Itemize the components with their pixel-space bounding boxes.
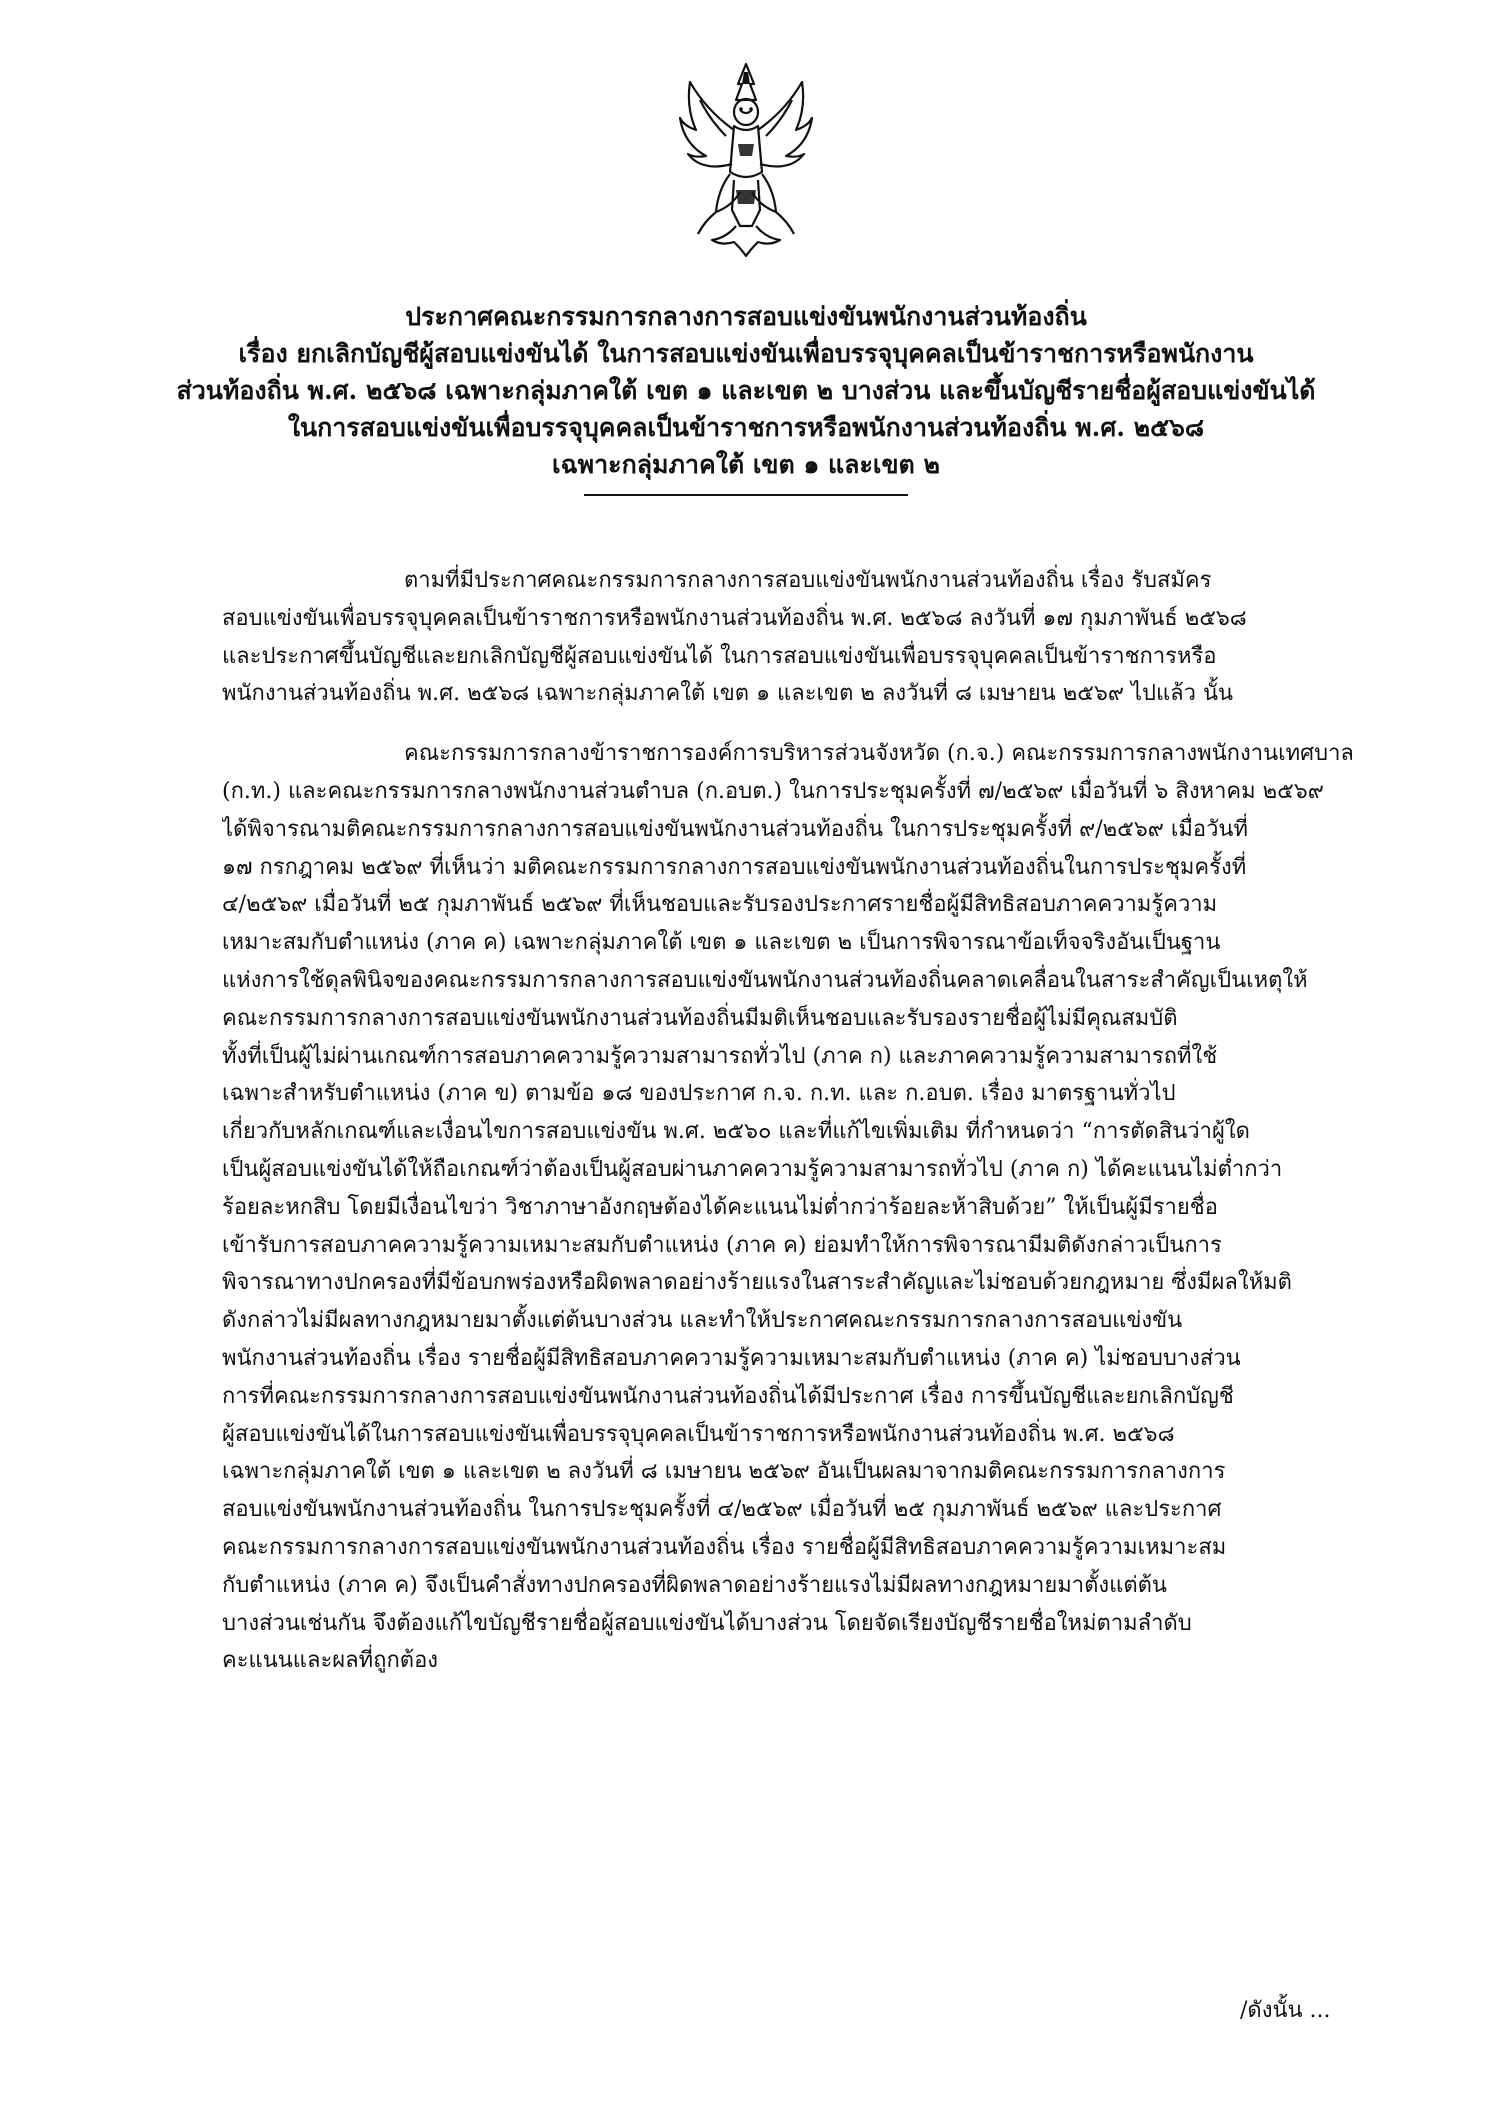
text-line: คณะกรรมการกลางการสอบแข่งขันพนักงานส่วนท้องถิ่นมีมติเห็นชอบและรับรองรายชื่อผู้ไม่มีคุณสมบัติ xyxy=(222,1005,1178,1031)
paragraph-resolution xyxy=(222,735,1354,1680)
text-line: ๔/๒๕๖๙ เมื่อวันที่ ๒๕ กุมภาพันธ์ ๒๕๖๙ ที่เห็นชอบและรับรองประกาศรายชื่อผู้มีสิทธิสอบภาคความรู้ความ xyxy=(222,892,1218,918)
heading-line: ในการสอบแข่งขันเพื่อบรรจุบุคคลเป็นข้าราชการหรือพนักงานส่วนท้องถิ่น พ.ศ. ๒๕๖๘ xyxy=(287,413,1205,442)
text-line: คะแนนและผลที่ถูกต้อง xyxy=(222,1648,439,1674)
paragraph-intro xyxy=(222,562,1354,713)
document-heading xyxy=(150,298,1342,483)
text-line: ได้พิจารณามติคณะกรรมการกลางการสอบแข่งขันพนักงานส่วนท้องถิ่น ในการประชุมครั้งที่ ๙/๒๕๖๙ เมื่อวันที่ xyxy=(222,816,1248,842)
text-line: แห่งการใช้ดุลพินิจของคณะกรรมการกลางการสอบแข่งขันพนักงานส่วนท้องถิ่นคลาดเคลื่อนในสาระสำคัญเป็นเหตุให้ xyxy=(222,967,1308,993)
text-line: กับตำแหน่ง (ภาค ค) จึงเป็นคำสั่งทางปกครองที่ผิดพลาดอย่างร้ายแรงไม่มีผลทางกฎหมายมาตั้งแต่ต้น xyxy=(222,1572,1167,1598)
text-line: ร้อยละหกสิบ โดยมีเงื่อนไขว่า วิชาภาษาอังกฤษต้องได้คะแนนไม่ต่ำกว่าร้อยละห้าสิบด้วย” ให้เป็นผู้มีรายชื่อ xyxy=(222,1194,1218,1220)
text-line: พนักงานส่วนท้องถิ่น พ.ศ. ๒๕๖๘ เฉพาะกลุ่มภาคใต้ เขต ๑ และเขต ๒ ลงวันที่ ๘ เมษายน ๒๕๖๙ ไปแล้ว นั้น xyxy=(222,681,1234,707)
text-line: เป็นผู้สอบแข่งขันได้ให้ถือเกณฑ์ว่าต้องเป็นผู้สอบผ่านภาคความรู้ความสามารถทั่วไป (ภาค ก) ได้คะแนนไม่ต่ำกว่า xyxy=(222,1156,1283,1182)
text-line: ตามที่มีประกาศคณะกรรมการกลางการสอบแข่งขันพนักงานส่วนท้องถิ่น เรื่อง รับสมัคร xyxy=(404,568,1212,593)
text-line: ๑๗ กรกฎาคม ๒๕๖๙ ที่เห็นว่า มติคณะกรรมการกลางการสอบแข่งขันพนักงานส่วนท้องถิ่นในการประชุมครั้งที่ xyxy=(222,854,1247,880)
text-line: เกี่ยวกับหลักเกณฑ์และเงื่อนไขการสอบแข่งขัน พ.ศ. ๒๕๖๐ และที่แก้ไขเพิ่มเติม ที่กำหนดว่า “การตัดสินว่าผู้ใด xyxy=(222,1119,1250,1145)
text-line: (ก.ท.) และคณะกรรมการกลางพนักงานส่วนตำบล (ก.อบต.) ในการประชุมครั้งที่ ๗/๒๕๖๙ เมื่อวันที่ ๖ สิงหาคม ๒๕๖๙ xyxy=(222,778,1324,804)
text-line: เหมาะสมกับตำแหน่ง (ภาค ค) เฉพาะกลุ่มภาคใต้ เขต ๑ และเขต ๒ เป็นการพิจารณาข้อเท็จจริงอันเป็นฐาน xyxy=(222,930,1221,956)
text-line: เข้ารับการสอบภาคความรู้ความเหมาะสมกับตำแหน่ง (ภาค ค) ย่อมทำให้การพิจารณามีมติดังกล่าวเป็นการ xyxy=(222,1232,1222,1258)
text-line: สอบแข่งขันเพื่อบรรจุบุคคลเป็นข้าราชการหรือพนักงานส่วนท้องถิ่น พ.ศ. ๒๕๖๘ ลงวันที่ ๑๗ กุมภาพันธ์ ๒๕๖๘ xyxy=(222,605,1247,631)
text-line: การที่คณะกรรมการกลางการสอบแข่งขันพนักงานส่วนท้องถิ่นได้มีประกาศ เรื่อง การขึ้นบัญชีและยกเลิกบัญชี xyxy=(222,1383,1234,1409)
text-line: พิจารณาทางปกครองที่มีข้อบกพร่องหรือผิดพลาดอย่างร้ายแรงในสาระสำคัญและไม่ชอบด้วยกฎหมาย ซึ่งมีผลให้มติ xyxy=(222,1270,1292,1296)
text-line: ดังกล่าวไม่มีผลทางกฎหมายมาตั้งแต่ต้นบางส่วน และทำให้ประกาศคณะกรรมการกลางการสอบแข่งขัน xyxy=(222,1308,1183,1334)
text-line: คณะกรรมการกลางการสอบแข่งขันพนักงานส่วนท้องถิ่น เรื่อง รายชื่อผู้มีสิทธิสอบภาคความรู้ความเหมาะสม xyxy=(222,1534,1227,1560)
text-line: พนักงานส่วนท้องถิ่น เรื่อง รายชื่อผู้มีสิทธิสอบภาคความรู้ความเหมาะสมกับตำแหน่ง (ภาค ค) ไม่ชอบบางส่วน xyxy=(222,1345,1241,1371)
continuation-marker: /ดังนั้น ... xyxy=(1240,1998,1331,2023)
text-line: บางส่วนเช่นกัน จึงต้องแก้ไขบัญชีรายชื่อผู้สอบแข่งขันได้บางส่วน โดยจัดเรียงบัญชีรายชื่อใหม่ตามลำดับ xyxy=(222,1610,1192,1636)
text-line: คณะกรรมการกลางข้าราชการองค์การบริหารส่วนจังหวัด (ก.จ.) คณะกรรมการกลางพนักงานเทศบาล xyxy=(404,741,1354,767)
heading-line: เรื่อง ยกเลิกบัญชีผู้สอบแข่งขันได้ ในการสอบแข่งขันเพื่อบรรจุบุคคลเป็นข้าราชการหรือพนักงาน xyxy=(238,339,1254,368)
document-body xyxy=(222,562,1354,1702)
text-line: เฉพาะสำหรับตำแหน่ง (ภาค ข) ตามข้อ ๑๘ ของประกาศ ก.จ. ก.ท. และ ก.อบต. เรื่อง มาตรฐานทั่วไป xyxy=(222,1081,1176,1107)
text-line: เฉพาะกลุ่มภาคใต้ เขต ๑ และเขต ๒ ลงวันที่ ๘ เมษายน ๒๕๖๙ อันเป็นผลมาจากมติคณะกรรมการกลางการ xyxy=(222,1459,1226,1485)
text-line: ทั้งที่เป็นผู้ไม่ผ่านเกณฑ์การสอบภาคความรู้ความสามารถทั่วไป (ภาค ก) และภาคความรู้ความสามารถที่ใช้ xyxy=(222,1043,1218,1069)
heading-divider xyxy=(584,494,908,496)
heading-line: เฉพาะกลุ่มภาคใต้ เขต ๑ และเขต ๒ xyxy=(552,450,940,479)
heading-line: ส่วนท้องถิ่น พ.ศ. ๒๕๖๘ เฉพาะกลุ่มภาคใต้ เขต ๑ และเขต ๒ บางส่วน และขึ้นบัญชีรายชื่อผู้สอบแข่งขันได้ xyxy=(176,376,1316,405)
text-line: ผู้สอบแข่งขันได้ในการสอบแข่งขันเพื่อบรรจุบุคคลเป็นข้าราชการหรือพนักงานส่วนท้องถิ่น พ.ศ. ๒๕๖๘ xyxy=(222,1421,1175,1447)
garuda-emblem-icon xyxy=(676,60,816,260)
text-line: และประกาศขึ้นบัญชีและยกเลิกบัญชีผู้สอบแข่งขันได้ ในการสอบแข่งขันเพื่อบรรจุบุคคลเป็นข้าราชการหรือ xyxy=(222,643,1217,669)
heading-line: ประกาศคณะกรรมการกลางการสอบแข่งขันพนักงานส่วนท้องถิ่น xyxy=(405,302,1087,331)
text-line: สอบแข่งขันพนักงานส่วนท้องถิ่น ในการประชุมครั้งที่ ๔/๒๕๖๙ เมื่อวันที่ ๒๕ กุมภาพันธ์ ๒๕๖๙ และประกาศ xyxy=(222,1497,1222,1523)
